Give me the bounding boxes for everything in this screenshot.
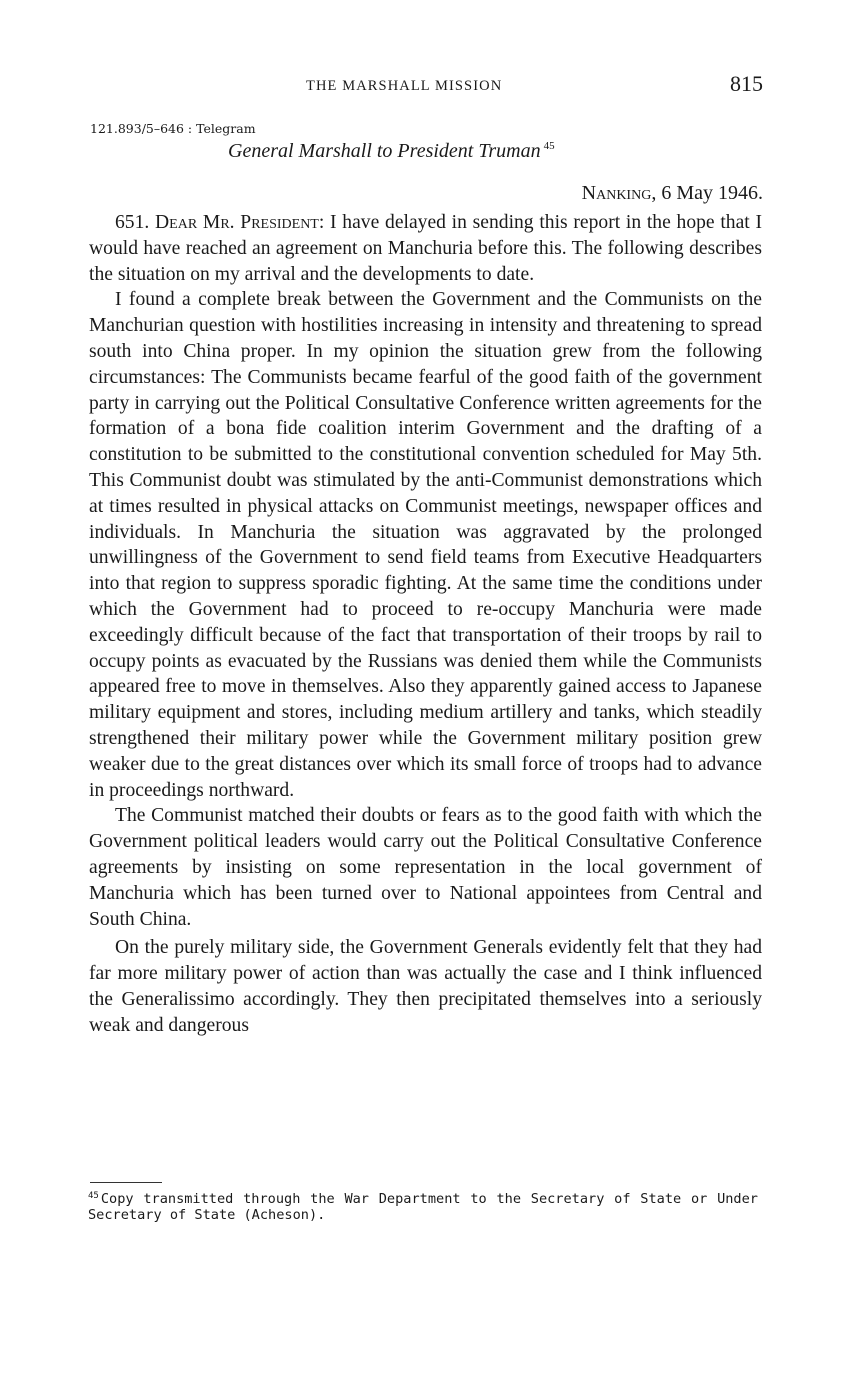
letter-number: 651. (115, 212, 150, 233)
title-footnote-marker: 45 (543, 140, 555, 152)
dateline-date: , 6 May 1946. (651, 182, 763, 204)
document-title (228, 140, 555, 163)
page-number: 815 (730, 71, 763, 96)
footnote-text: Copy transmitted through the War Department to the Secretary of State or Under Secretary of State (Acheson). (88, 1191, 758, 1223)
paragraph-1 (89, 210, 762, 287)
footnote (88, 1189, 758, 1223)
paragraph-3: The Communist matched their doubts or fears as to the good faith with which the Government political leaders would carry out the Political Consultative Conference agreements by insisting on some representation in the local government of Manchuria which has been turned over to National appointees from Central and South China. (89, 805, 762, 930)
document-title-text: General Marshall to President Truman (228, 140, 541, 162)
paragraph-text: I have delayed in sending this report in the hope that I would have reached an agreement on Manchuria before this. The following describes the situation on my arrival and the developments to date. (89, 212, 762, 285)
running-header-title: THE MARSHALL MISSION (306, 78, 503, 94)
file-reference: 121.893/5–646 : Telegram (90, 121, 256, 136)
letter-body (89, 210, 762, 1039)
footnote-marker: 45 (88, 1191, 99, 1201)
dateline (582, 182, 763, 205)
paragraph-4: On the purely military side, the Government Generals evidently felt that they had far more military power of action than was actually the case and I think influenced the Generalissimo accordingly. They then precipitated themselves into a seriously weak and dangerous (89, 937, 762, 1036)
salutation: Dear Mr. President: (155, 212, 325, 233)
dateline-place: Nanking (581, 182, 652, 204)
paragraph-2: I found a complete break between the Government and the Communists on the Manchurian question with hostilities increasing in intensity and threatening to spread south into China proper. In my opinion the situation grew from the following circumstances: The Communists became fearful of the good faith of the government party in carrying out the Political Consultative Conference written agreements for the formation of a bona fide coalition interim Government and the drafting of a constitution to be submitted to the constitutional convention scheduled for May 5th. This Communist doubt was stimulated by the anti-Communist demonstrations which at times resulted in physical attacks on Communist meetings, newspaper offices and individuals. In Manchuria the situation was aggravated by the prolonged unwillingness of the Government to send field teams from Executive Headquarters into that region to suppress sporadic fighting. At the same time the conditions under which the Government had to proceed to re-occupy Manchuria were made exceedingly difficult because of the fact that transportation of their troops by rail to occupy points as evacuated by the Russians was denied them while the Communists appeared free to move in themselves. Also they apparently gained access to Japanese military equipment and stores, including medium artillery and tanks, which steadily strengthened their military power while the Government military position grew weaker due to the great distances over which its small force of troops had to advance in proceedings northward. (89, 289, 762, 801)
footnote-divider (90, 1182, 162, 1183)
